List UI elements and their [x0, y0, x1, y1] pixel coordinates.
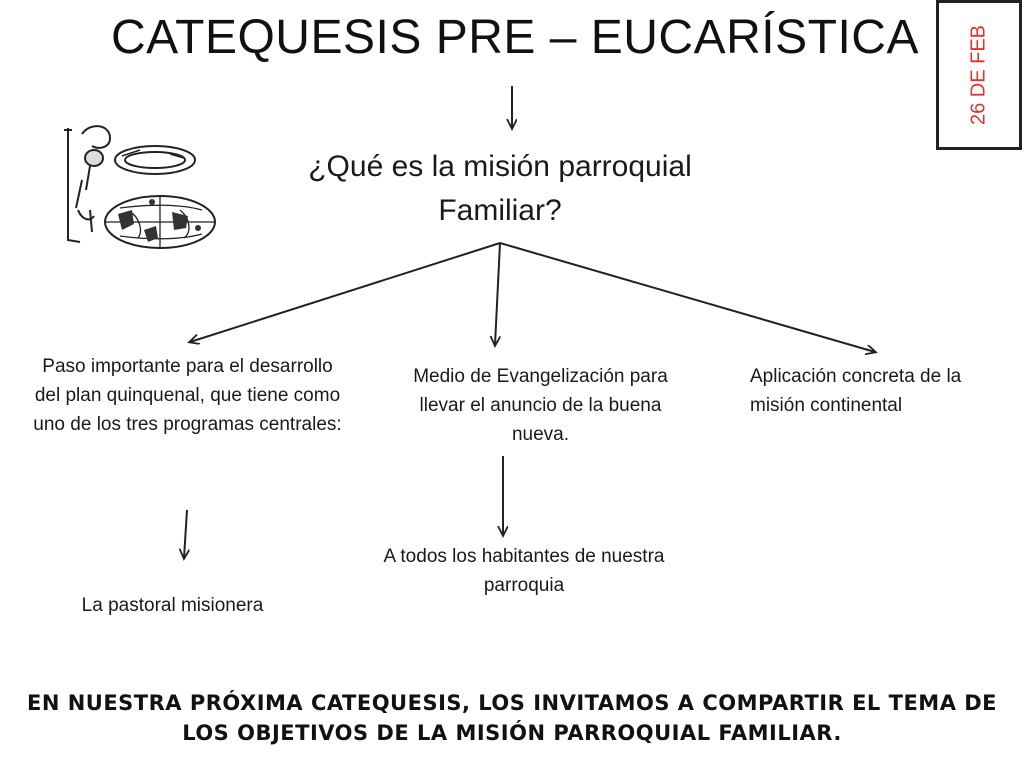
arrow-to-middle-branch — [495, 243, 500, 345]
arrow-to-left-branch — [190, 243, 500, 342]
arrow-to-right-branch — [500, 243, 875, 352]
date-label: 26 DE FEB — [967, 24, 990, 126]
branch-middle-text: Medio de Evangelización para llevar el anuncio de la buena nueva. — [413, 366, 668, 445]
footer-invitation: EN NUESTRA PRÓXIMA CATEQUESIS, LOS INVITAMOS A COMPARTIR EL TEMA DE LOS OBJETIVOS DE LA MISIÓN PARROQUIAL FAMILIAR. — [26, 691, 998, 745]
arrow-left-to-leaf — [184, 510, 187, 558]
slide-title: CATEQUESIS PRE – EUCARÍSTICA — [111, 11, 919, 64]
branch-left-text: Paso importante para el desarrollo del plan quinquenal, que tiene como uno de los tres programas centrales: — [33, 356, 342, 435]
leaf-middle-text: A todos los habitantes de nuestra parroquia — [383, 546, 665, 596]
leaf-left-text: La pastoral misionera — [81, 595, 264, 616]
central-question: ¿Qué es la misión parroquial Familiar? — [308, 150, 692, 227]
branch-right-text: Aplicación concreta de la misión continental — [750, 366, 962, 416]
